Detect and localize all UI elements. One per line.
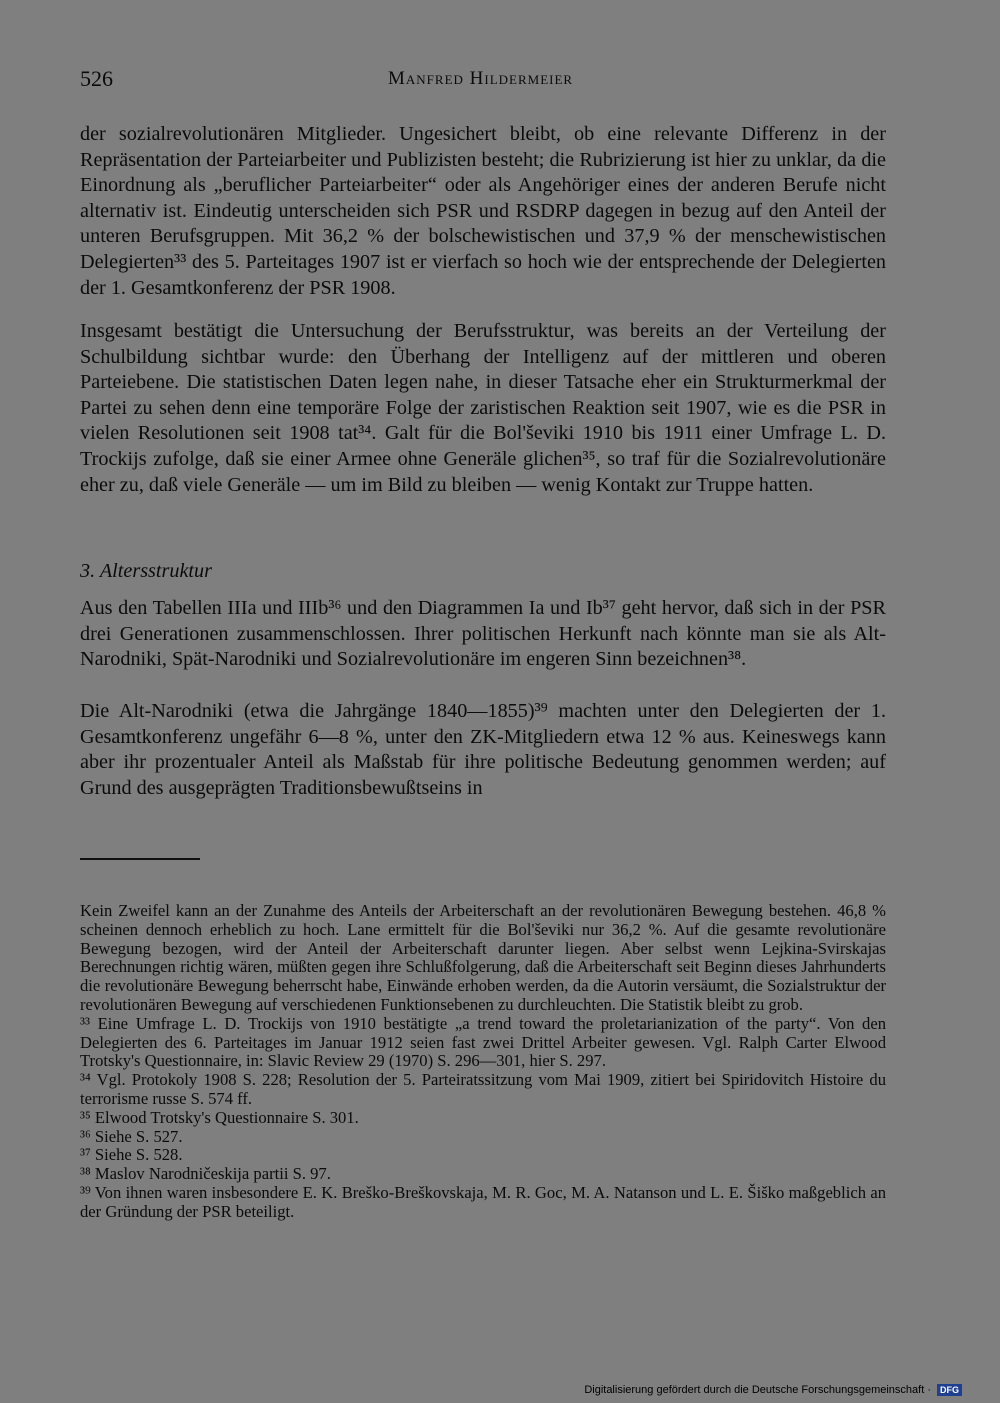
footnote: Kein Zweifel kann an der Zunahme des Anteils der Arbeiterschaft an der revolutionären Bewegung bestehen. 46,8 % scheinen dennoch erheblich zu hoch. Lane ermittelt für die Bol'ševiki nur 36,2 %. Auf die gesamte revolutionäre Bewegung bezogen, wird der Anteil der Arbeiterschaft darunter liegen. Aber selbst wenn Lejkina-Svirskajas Berechnungen richtig wären, müßten gegen ihre Schlußfolgerung, daß die Arbeiterschaft seit Beginn dieses Jahrhunderts die revolutionäre Bewegung beherrscht habe, Einwände erhoben werden, da die Autorin versäumt, die Sozialstruktur der revolutionären Bewegung auf verschiedenen Funktionsebenen zu durchleuchten. Die Statistik bleibt zu grob. — [80, 901, 886, 1014]
dfg-logo: DFG — [937, 1384, 962, 1396]
footnote: ³⁵ Elwood Trotsky's Questionnaire S. 301. — [80, 1107, 359, 1127]
footnote: ³⁴ Vgl. Protokoly 1908 S. 228; Resolution der 5. Parteiratssitzung vom Mai 1909, zitiert bei Spiridovitch Histoire du terrorisme russe S. 574 ff. — [80, 1070, 886, 1108]
digitization-credit — [584, 1384, 962, 1396]
paragraph-4: Die Alt-Narodniki (etwa die Jahrgänge 1840—1855)³⁹ machten unter den Delegierten der 1. Gesamtkonferenz ungefähr 6—8 %, unter den ZK-Mitgliedern etwa 12 % aus. Keineswegs kann aber ihr prozentualer Anteil als Maßstab für ihre politische Bedeutung genommen werden; auf Grund des ausgeprägten Traditionsbewußtseins in — [80, 700, 886, 799]
footnote: ³⁹ Von ihnen waren insbesondere E. K. Breško-Breškovskaja, M. R. Goc, M. A. Natanson und L. E. Šiško maßgeblich an der Gründung der PSR beteiligt. — [80, 1182, 886, 1221]
footnote: ³⁸ Maslov Narodničeskija partii S. 97. — [80, 1164, 331, 1184]
section-heading: 3. Altersstruktur — [80, 560, 212, 582]
credit-text: Digitalisierung gefördert durch die Deutsche Forschungsgemeinschaft · — [584, 1384, 931, 1396]
paragraph-1: der sozialrevolutionären Mitglieder. Ungesichert bleibt, ob eine relevante Differenz in der Repräsentation der Parteiarbeiter und Publizisten besteht; die Rubrizierung ist hier zu unklar, da die Einordnung als „beruflicher Parteiarbeiter“ oder als Angehöriger eines der anderen Berufe nicht alternativ ist. Eindeutig unterscheiden sich PSR und RSDRP dagegen in bezug auf den Anteil der unteren Berufsgruppen. Mit 36,2 % der bolschewistischen und 37,9 % der menschewistischen Delegierten³³ des 5. Parteitages 1907 ist er vierfach so hoch wie der entsprechende der Delegierten der 1. Gesamtkonferenz der PSR 1908. — [80, 123, 886, 299]
paragraph-3: Aus den Tabellen IIIa und IIIb³⁶ und den Diagrammen Ia und Ib³⁷ geht hervor, daß sich in der PSR drei Generationen zusammenschlossen. Ihrer politischen Herkunft nach könnte man sie als Alt-Narodniki, Spät-Narodniki und Sozialrevolutionäre im engeren Sinn bezeichnen³⁸. — [80, 597, 886, 671]
paragraph-2: Insgesamt bestätigt die Untersuchung der Berufsstruktur, was bereits an der Verteilung der Schulbildung sichtbar wurde: den Überhang der Intelligenz auf der mittleren und oberen Parteiebene. Die statistischen Daten legen nahe, in dieser Tatsache eher ein Strukturmerkmal der Partei zu sehen denn eine temporäre Folge der zaristischen Reaktion seit 1907, wie es die PSR in vielen Resolutionen seit 1908 tat³⁴. Galt für die Bol'ševiki 1910 bis 1911 einer Umfrage L. D. Trockijs zufolge, daß sie einer Armee ohne Generäle glichen³⁵, so traf für die Sozialrevolutionäre eher zu, daß viele Generäle — um im Bild zu bleiben — wenig Kontakt zur Truppe hatten. — [80, 320, 886, 496]
footnote: ³⁶ Siehe S. 527. — [80, 1126, 183, 1146]
footnotes — [80, 902, 886, 1222]
footnote: ³⁷ Siehe S. 528. — [80, 1145, 183, 1165]
footnote: ³³ Eine Umfrage L. D. Trockijs von 1910 bestätigte „a trend toward the proletarianization of the party“. Von den Delegierten des 6. Parteitages im Januar 1912 seien fast zwei Drittel Arbeiter gewesen. Vgl. Ralph Carter Elwood Trotsky's Questionnaire, in: Slavic Review 29 (1970) S. 296—301, hier S. 297. — [80, 1013, 886, 1071]
footnote-divider — [80, 858, 200, 860]
page-number: 526 — [80, 66, 113, 91]
running-header-author: Manfred Hildermeier — [388, 68, 574, 89]
